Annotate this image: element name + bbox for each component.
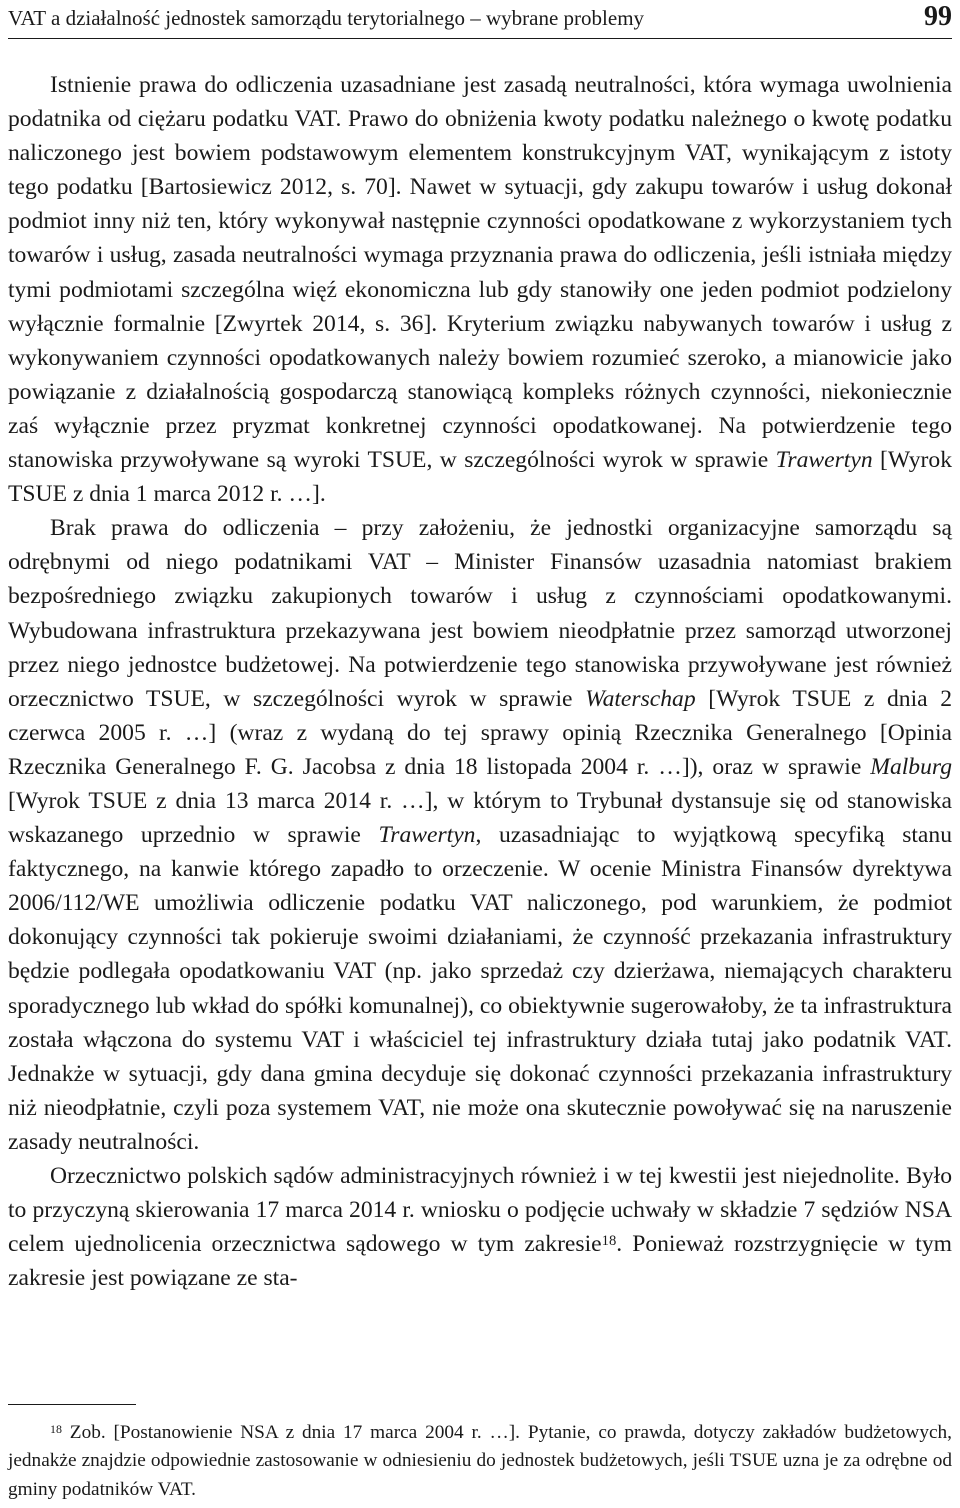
case-name: Trawertyn: [378, 822, 476, 849]
page-number: 99: [924, 1, 952, 32]
text-run: Orzecznictwo polskich sądów administracyjnych również i w tej kwestii jest niejednolite. Było to przyczyną skierowania 17 marca 2014 r. wniosku o podjęcie uchwały w składzie 7 sędziów NSA celem ujednolicenia orzecznictwa sądowego w tym zakresie: [8, 1163, 952, 1258]
footnote-separator: [8, 1404, 136, 1405]
paragraph: [8, 68, 952, 511]
text-run: Istnienie prawa do odliczenia uzasadniane jest zasadą neutralności, która wymaga uwolnienia podatnika od ciężaru podatku VAT. Prawo do obniżenia kwoty podatku należnego o kwotę podatku naliczonego jest bowiem podstawowym elementem konstrukcyjnym VAT, wynikającym z istoty tego podatku [Bartosiewicz 2012, s. 70]. Nawet w sytuacji, gdy zakupu towarów i usług dokonał podmiot inny niż ten, który wykonywał następnie czynności opodatkowane z wykorzystaniem tych towarów i usług, zasada neutralności wymaga przyznania prawa do odliczenia, jeśli istniała między tymi podmiotami szczególna więź ekonomiczna lub gdy stanowiły one jeden podmiot podzielony wyłącznie formalnie [Zwyrtek 2014, s. 36]. Kryterium związku nabywanych towarów i usług z wykonywaniem czynności opodatkowanych należy bowiem rozumieć szeroko, a mianowicie jako powiązanie z działalnością gospodarczą stanowiącą kompleks różnych czynności, niekoniecznie zaś wyłącznie przez pryzmat konkretnej czynności opodatkowanej. Na potwierdzenie tego stanowiska przywoływane są wyroki TSUE, w szczególności wyrok w sprawie: [8, 72, 952, 474]
text-run: , uzasadniając to wyjątkową specyfiką stanu faktycznego, na kanwie którego zapadło to orzeczenie. W ocenie Ministra Finansów dyrektywa 2006/112/WE umożliwia odliczenie podatku VAT naliczonego, pod warunkiem, że podmiot dokonujący czynności tak pokieruje swoimi działaniami, że czynność przekazania infrastruktury będzie podlegała opodatkowaniu VAT (np. jako sprzedaż czy dzierżawa, niemających charakteru sporadycznego lub wkład do spółki komunalnej), co obiektywnie sugerowałoby, że ta infrastruktura została włączona do systemu VAT i właściciel tej infrastruktury działa tutaj jako podatnik VAT. Jednakże w sytuacji, gdy dana gmina decyduje się dokonać czynności przekazania infrastruktury niż nieodpłatnie, czyli poza systemem VAT, nie może ona skutecznie powoływać się na naruszenie zasady neutralności.: [8, 822, 952, 1155]
main-text: [8, 68, 952, 1295]
text-run: [Wyrok TSUE z dnia 13 marca 2014 r. …], w którym to Trybunał dystansuje się od stanowiska wskazanego uprzednio w sprawie: [8, 787, 952, 849]
text-run: Brak prawa do odliczenia – przy założeniu, że jednostki organizacyjne samorządu są odrębnymi od niego podatnikami VAT – Minister Finansów uzasadnia natomiast brakiem bezpośredniego związku zakupionych towarów i usług z czynnościami opodatkowanymi. Wybudowana infrastruktura przekazywana jest bowiem nieodpłatnie przez samorząd utworzonej przez niego jednostce budżetowej. Na potwierdzenie tego stanowiska przywoływane jest również orzecznictwo TSUE, w szczególności wyrok w sprawie: [8, 515, 952, 712]
running-header-title: VAT a działalność jednostek samorządu terytorialnego – wybrane problemy: [8, 6, 645, 30]
text-run: [Wyrok TSUE z dnia 2 czerwca 2005 r. …] (wraz z wydaną do tej sprawy opinią Rzecznika Generalnego [Opinia Rzecznika Generalnego F. G. Jacobsa z dnia 18 listopada 2004 r. …]), oraz w sprawie: [8, 685, 952, 780]
paragraph: [8, 511, 952, 1159]
paragraph: [8, 1159, 952, 1295]
footnote-text: Zob. [Postanowienie NSA z dnia 17 marca 2004 r. …]. Pytanie, co prawda, dotyczy zakładów budżetowych, jednakże znajdzie odpowiednie zastosowanie w odniesieniu do jednostek budżetowych, jeśli TSUE uzna je za odrębne od gminy podatników VAT.: [8, 1422, 952, 1500]
text-run: . Ponieważ rozstrzygnięcie w tym zakresie jest powiązane ze sta-: [8, 1231, 952, 1292]
footnote: [8, 1419, 952, 1504]
case-name: Malburg: [870, 753, 952, 780]
footnote-reference[interactable]: 18: [601, 1232, 617, 1249]
case-name: Trawertyn: [775, 447, 873, 474]
footnote-number: 18: [50, 1421, 62, 1436]
text-run: [Wyrok TSUE z dnia 1 marca 2012 r. …].: [8, 447, 952, 508]
case-name: Waterschap: [585, 685, 696, 712]
running-header: [8, 0, 952, 39]
